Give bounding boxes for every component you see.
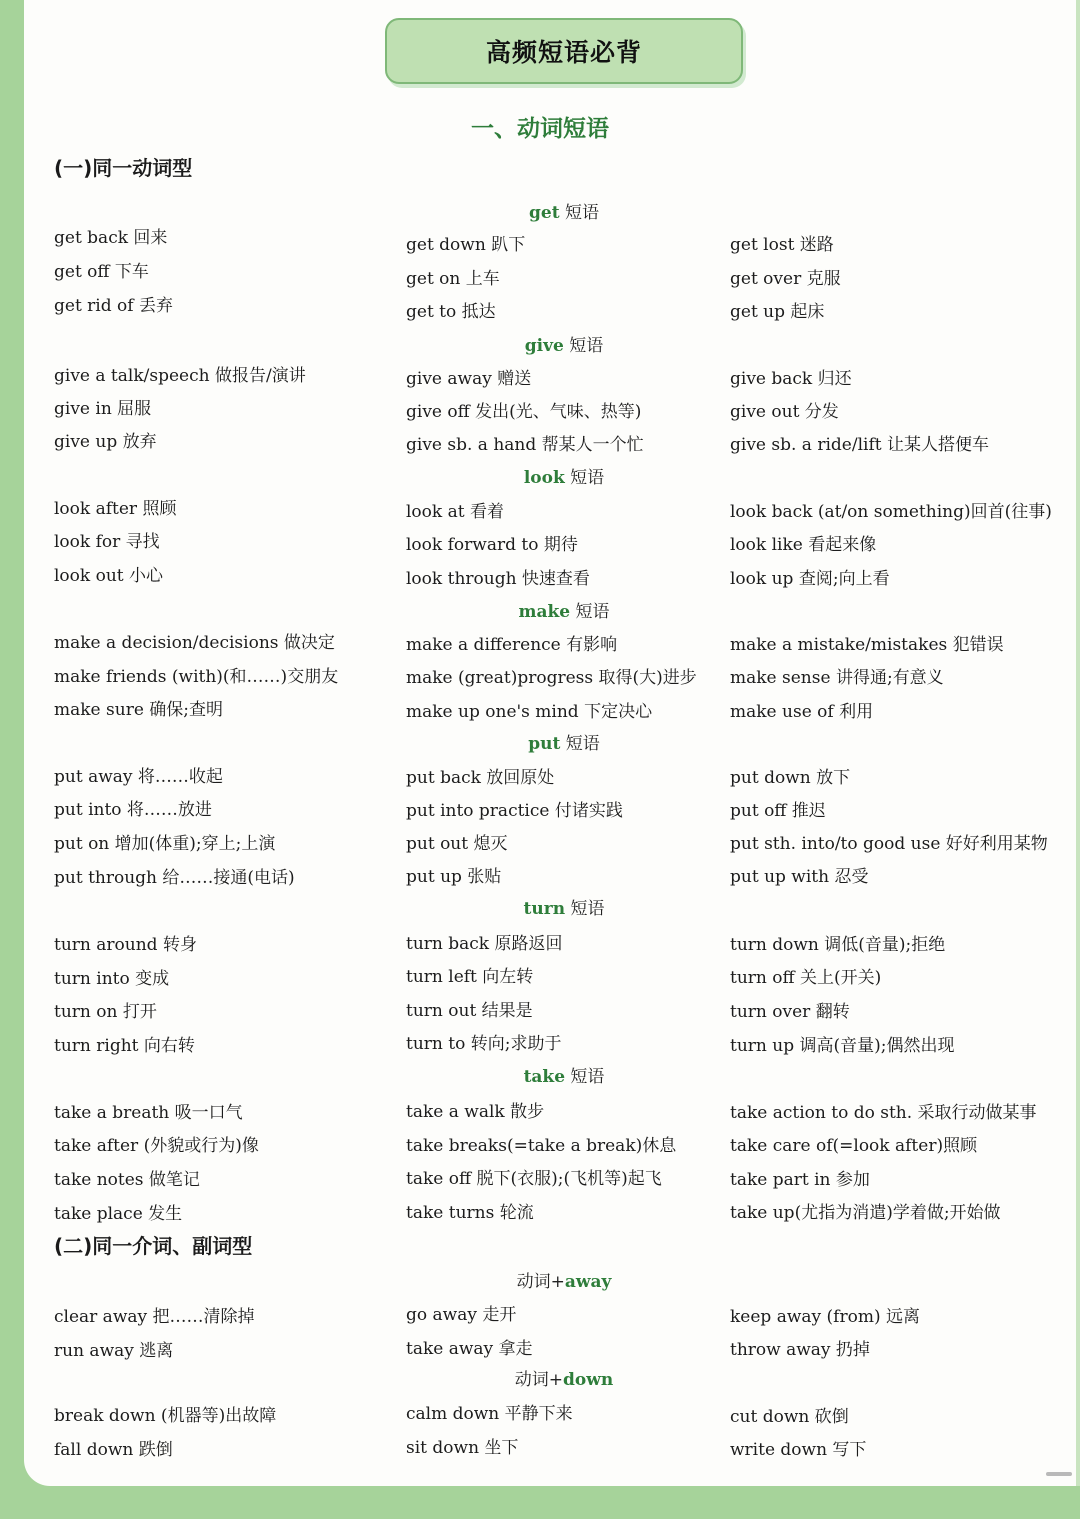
phrase-item: take place 发生 <box>54 1204 183 1224</box>
phrase-item: sit down 坐下 <box>406 1438 519 1458</box>
phrase-item: put through 给……接通(电话) <box>54 868 295 888</box>
phrase-item: make use of 利用 <box>730 702 874 722</box>
phrase-item: take away 拿走 <box>406 1339 533 1359</box>
phrase-item: get back 回来 <box>54 228 168 248</box>
group-header-turn <box>0 894 1080 919</box>
group-suffix: 短语 <box>563 336 604 356</box>
phrase-item: take a breath 吸一口气 <box>54 1103 243 1123</box>
group-header-put <box>0 729 1080 754</box>
group-header-get <box>0 198 1080 223</box>
phrase-item: make a mistake/mistakes 犯错误 <box>730 635 1004 655</box>
phrase-item: clear away 把……清除掉 <box>54 1307 255 1327</box>
phrase-item: write down 写下 <box>730 1440 867 1460</box>
group-suffix: 短语 <box>564 468 605 488</box>
phrase-item: make sense 讲得通;有意义 <box>730 668 944 688</box>
phrase-item: take off 脱下(衣服);(飞机等)起飞 <box>406 1169 662 1189</box>
page-title: 高频短语必背 <box>385 18 743 84</box>
group-keyword: give <box>524 336 564 356</box>
phrase-item: take notes 做笔记 <box>54 1170 200 1190</box>
phrase-item: make up one's mind 下定决心 <box>406 702 653 722</box>
group-suffix: 短语 <box>570 602 610 622</box>
subheading-same-particle: (二)同一介词、副词型 <box>54 1234 253 1258</box>
phrase-item: give away 赠送 <box>406 369 532 389</box>
phrase-item: make (great)progress 取得(大)进步 <box>406 668 697 688</box>
phrase-item: turn back 原路返回 <box>406 934 563 954</box>
group-keyword: make <box>518 602 571 622</box>
phrase-item: take after (外貌或行为)像 <box>54 1136 259 1156</box>
phrase-item: make a difference 有影响 <box>406 635 618 655</box>
phrase-item: get rid of 丢弃 <box>54 296 173 316</box>
phrase-item: get lost 迷路 <box>730 235 834 255</box>
phrase-item: turn out 结果是 <box>406 1001 533 1021</box>
phrase-item: turn into 变成 <box>54 969 170 989</box>
phrase-item: get to 抵达 <box>406 302 496 322</box>
group-suffix: 短语 <box>565 899 605 919</box>
phrase-item: break down (机器等)出故障 <box>54 1406 277 1426</box>
phrase-item: take breaks(=take a break)休息 <box>406 1136 677 1156</box>
phrase-item: give in 屈服 <box>54 399 152 419</box>
phrase-item: put back 放回原处 <box>406 768 555 788</box>
group-suffix: 短语 <box>559 203 599 223</box>
phrase-item: calm down 平静下来 <box>406 1404 573 1424</box>
phrase-item: turn left 向左转 <box>406 967 534 987</box>
phrase-item: turn over 翻转 <box>730 1002 850 1022</box>
phrase-item: get off 下车 <box>54 262 149 282</box>
phrase-item: give off 发出(光、气味、热等) <box>406 402 642 422</box>
phrase-item: make a decision/decisions 做决定 <box>54 633 335 653</box>
phrase-item: give sb. a hand 帮某人一个忙 <box>406 435 644 455</box>
phrase-item: give out 分发 <box>730 402 839 422</box>
phrase-item: look forward to 期待 <box>406 535 578 555</box>
phrase-item: take a walk 散步 <box>406 1102 545 1122</box>
phrase-item: keep away (from) 远离 <box>730 1307 920 1327</box>
phrase-item: turn up 调高(音量);偶然出现 <box>730 1036 955 1056</box>
group-header-take <box>0 1062 1080 1087</box>
subheading-same-verb: (一)同一动词型 <box>54 156 193 180</box>
group-header-make <box>0 597 1080 622</box>
phrase-item: look back (at/on something)回首(往事) <box>730 502 1052 522</box>
phrase-item: put out 熄灭 <box>406 834 508 854</box>
group-keyword: take <box>523 1067 566 1087</box>
phrase-item: fall down 跌倒 <box>54 1440 173 1460</box>
phrase-item: go away 走开 <box>406 1305 517 1325</box>
phrase-item: take turns 轮流 <box>406 1203 534 1223</box>
phrase-item: put into practice 付诸实践 <box>406 801 623 821</box>
group-prefix: 动词+ <box>516 1272 565 1292</box>
phrase-item: turn to 转向;求助于 <box>406 1034 562 1054</box>
phrase-item: turn right 向右转 <box>54 1036 195 1056</box>
phrase-item: put sth. into/to good use 好好利用某物 <box>730 834 1048 854</box>
group-keyword: get <box>529 203 560 223</box>
group-prefix: 动词+ <box>514 1370 563 1390</box>
group-suffix: 短语 <box>560 734 600 754</box>
phrase-item: put on 增加(体重);穿上;上演 <box>54 834 276 854</box>
phrase-item: run away 逃离 <box>54 1341 174 1361</box>
phrase-item: put away 将……收起 <box>54 767 223 787</box>
phrase-item: take part in 参加 <box>730 1170 870 1190</box>
phrase-item: look out 小心 <box>54 566 164 586</box>
phrase-item: get over 克服 <box>730 269 841 289</box>
phrase-item: make sure 确保;查明 <box>54 700 224 720</box>
phrase-item: turn off 关上(开关) <box>730 968 882 988</box>
phrase-item: look through 快速查看 <box>406 569 590 589</box>
section-heading-verb-phrases: 一、动词短语 <box>471 116 609 142</box>
group-keyword: away <box>564 1272 612 1292</box>
corner-mark <box>1046 1472 1072 1476</box>
phrase-item: put up with 忍受 <box>730 867 869 887</box>
group-suffix: 短语 <box>565 1067 605 1087</box>
phrase-item: give back 归还 <box>730 369 852 389</box>
group-keyword: down <box>563 1370 614 1390</box>
phrase-item: look after 照顾 <box>54 499 177 519</box>
phrase-item: get up 起床 <box>730 302 825 322</box>
phrase-item: get down 趴下 <box>406 235 526 255</box>
phrase-item: get on 上车 <box>406 269 500 289</box>
phrase-item: look at 看着 <box>406 502 504 522</box>
group-keyword: look <box>523 468 565 488</box>
group-keyword: turn <box>523 899 566 919</box>
phrase-item: turn around 转身 <box>54 935 197 955</box>
group-header-down <box>0 1365 1080 1390</box>
group-header-away <box>0 1267 1080 1292</box>
phrase-item: cut down 砍倒 <box>730 1407 849 1427</box>
group-keyword: put <box>528 734 561 754</box>
group-header-give <box>0 331 1080 356</box>
group-header-look <box>0 463 1080 488</box>
phrase-item: turn on 打开 <box>54 1002 157 1022</box>
phrase-item: take action to do sth. 采取行动做某事 <box>730 1103 1037 1123</box>
phrase-item: give a talk/speech 做报告/演讲 <box>54 366 306 386</box>
phrase-item: turn down 调低(音量);拒绝 <box>730 935 946 955</box>
phrase-item: put down 放下 <box>730 768 851 788</box>
phrase-item: make friends (with)(和……)交朋友 <box>54 667 339 687</box>
phrase-item: give up 放弃 <box>54 432 157 452</box>
phrase-item: look up 查阅;向上看 <box>730 569 890 589</box>
phrase-item: put up 张贴 <box>406 867 502 887</box>
phrase-item: put into 将……放进 <box>54 800 212 820</box>
phrase-item: put off 推迟 <box>730 801 826 821</box>
phrase-item: throw away 扔掉 <box>730 1340 870 1360</box>
phrase-item: take up(尤指为消遣)学着做;开始做 <box>730 1203 1001 1223</box>
phrase-item: look for 寻找 <box>54 532 160 552</box>
phrase-item: look like 看起来像 <box>730 535 877 555</box>
phrase-item: take care of(=look after)照顾 <box>730 1136 978 1156</box>
phrase-item: give sb. a ride/lift 让某人搭便车 <box>730 435 989 455</box>
